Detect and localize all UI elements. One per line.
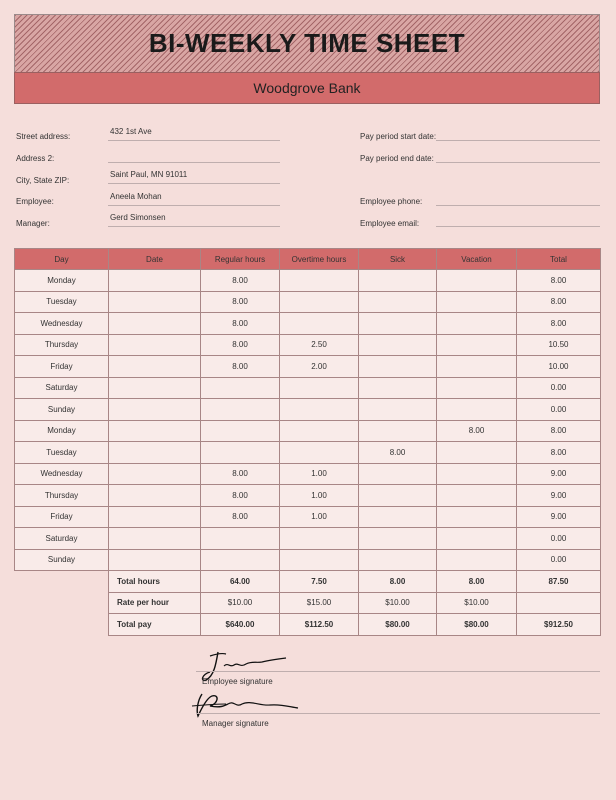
vacation-cell[interactable] [437,463,517,485]
table-row [15,442,601,464]
total-cell: 8.00 [517,313,601,335]
total-cell: 0.00 [517,549,601,571]
summary-vacation-cell: 8.00 [437,571,517,593]
summary-row [15,614,601,636]
manager-signature-image [190,690,306,720]
overtime-hours-cell[interactable] [280,270,359,292]
overtime-hours-cell[interactable] [280,528,359,550]
vacation-cell[interactable] [437,528,517,550]
page-title: BI-WEEKLY TIME SHEET [148,28,466,58]
total-cell: 9.00 [517,506,601,528]
pay-period-end-label: Pay period end date: [360,154,434,163]
date-cell[interactable] [109,356,201,378]
table-body [15,270,601,636]
sick-cell[interactable] [359,528,437,550]
vacation-cell[interactable] [437,377,517,399]
employee-label: Employee: [16,197,54,206]
summary-overtime-cell: $112.50 [280,614,359,636]
day-cell: Friday [15,506,109,528]
day-cell: Friday [15,356,109,378]
title-banner [14,14,600,72]
regular-hours-cell[interactable]: 8.00 [201,506,280,528]
table-row [15,313,601,335]
total-cell: 8.00 [517,420,601,442]
overtime-hours-cell[interactable] [280,420,359,442]
regular-hours-cell[interactable]: 8.00 [201,485,280,507]
summary-label: Rate per hour [109,592,201,614]
table-row [15,334,601,356]
regular-hours-cell[interactable]: 8.00 [201,334,280,356]
summary-regular-cell: $10.00 [201,592,280,614]
vacation-cell[interactable] [437,399,517,421]
total-cell: 9.00 [517,463,601,485]
date-cell[interactable] [109,463,201,485]
regular-hours-cell[interactable] [201,377,280,399]
sick-cell[interactable] [359,420,437,442]
summary-regular-cell: $640.00 [201,614,280,636]
overtime-hours-cell[interactable] [280,291,359,313]
pay-period-start-line [436,140,600,141]
street-address-label: Street address: [16,132,71,141]
total-cell: 8.00 [517,270,601,292]
address-2-label: Address 2: [16,154,55,163]
table-row [15,356,601,378]
sick-cell[interactable] [359,463,437,485]
summary-spacer [15,592,109,614]
pay-period-end-line [436,162,600,163]
sick-cell[interactable] [359,485,437,507]
summary-overtime-cell: 7.50 [280,571,359,593]
table-row [15,549,601,571]
summary-total-cell: 87.50 [517,571,601,593]
date-cell[interactable] [109,506,201,528]
address-2-line [108,162,280,163]
manager-line [108,226,280,227]
street-address-line [108,140,280,141]
table-row [15,399,601,421]
vacation-cell[interactable] [437,506,517,528]
date-cell[interactable] [109,399,201,421]
table-row [15,420,601,442]
summary-vacation-cell: $10.00 [437,592,517,614]
header-total: Total [517,249,601,270]
table-row [15,528,601,550]
day-cell: Saturday [15,377,109,399]
city-state-zip-line [108,183,280,184]
table-row [15,485,601,507]
employee-email-label: Employee email: [360,219,420,228]
summary-sick-cell: $80.00 [359,614,437,636]
summary-total-cell: $912.50 [517,614,601,636]
summary-regular-cell: 64.00 [201,571,280,593]
total-cell: 9.00 [517,485,601,507]
sick-cell[interactable] [359,334,437,356]
vacation-cell[interactable] [437,270,517,292]
summary-sick-cell: $10.00 [359,592,437,614]
company-name: Woodgrove Bank [253,80,361,96]
overtime-hours-cell[interactable]: 1.00 [280,506,359,528]
date-cell[interactable] [109,442,201,464]
vacation-cell[interactable] [437,356,517,378]
summary-sick-cell: 8.00 [359,571,437,593]
summary-vacation-cell: $80.00 [437,614,517,636]
day-cell: Wednesday [15,313,109,335]
day-cell: Sunday [15,549,109,571]
summary-spacer [15,571,109,593]
vacation-cell[interactable] [437,485,517,507]
date-cell[interactable] [109,334,201,356]
day-cell: Thursday [15,485,109,507]
sick-cell[interactable] [359,356,437,378]
employee-signature-label: Employee signature [202,677,273,686]
vacation-cell[interactable] [437,442,517,464]
day-cell: Thursday [15,334,109,356]
overtime-hours-cell[interactable]: 1.00 [280,485,359,507]
sick-cell[interactable] [359,313,437,335]
total-cell: 0.00 [517,377,601,399]
table-row [15,377,601,399]
employee-value[interactable]: Aneela Mohan [110,192,162,201]
date-cell[interactable] [109,377,201,399]
regular-hours-cell[interactable]: 8.00 [201,313,280,335]
overtime-hours-cell[interactable] [280,377,359,399]
day-cell: Monday [15,420,109,442]
regular-hours-cell[interactable]: 8.00 [201,463,280,485]
regular-hours-cell[interactable] [201,420,280,442]
company-banner [14,72,600,104]
regular-hours-cell[interactable]: 8.00 [201,270,280,292]
total-cell: 0.00 [517,399,601,421]
timesheet-table [14,248,601,636]
overtime-hours-cell[interactable]: 1.00 [280,463,359,485]
day-cell: Tuesday [15,442,109,464]
total-cell: 8.00 [517,442,601,464]
regular-hours-cell[interactable]: 8.00 [201,291,280,313]
regular-hours-cell[interactable]: 8.00 [201,356,280,378]
total-cell: 10.00 [517,356,601,378]
date-cell[interactable] [109,291,201,313]
sick-cell[interactable]: 8.00 [359,442,437,464]
manager-label: Manager: [16,219,50,228]
regular-hours-cell[interactable] [201,399,280,421]
date-cell[interactable] [109,313,201,335]
date-cell[interactable] [109,528,201,550]
manager-value[interactable]: Gerd Simonsen [110,213,166,222]
city-state-zip-value[interactable]: Saint Paul, MN 91011 [110,170,188,179]
header-regular-hours: Regular hours [201,249,280,270]
vacation-cell[interactable] [437,334,517,356]
day-cell: Monday [15,270,109,292]
header-sick: Sick [359,249,437,270]
sick-cell[interactable] [359,291,437,313]
overtime-hours-cell[interactable] [280,549,359,571]
day-cell: Saturday [15,528,109,550]
regular-hours-cell[interactable] [201,442,280,464]
table-row [15,506,601,528]
table-row [15,270,601,292]
summary-label: Total pay [109,614,201,636]
date-cell[interactable] [109,549,201,571]
vacation-cell[interactable] [437,313,517,335]
day-cell: Tuesday [15,291,109,313]
manager-signature-line[interactable] [196,713,600,714]
summary-row [15,592,601,614]
overtime-hours-cell[interactable] [280,399,359,421]
date-cell[interactable] [109,270,201,292]
vacation-cell[interactable] [437,291,517,313]
vacation-cell[interactable]: 8.00 [437,420,517,442]
street-address-value[interactable]: 432 1st Ave [110,127,152,136]
regular-hours-cell[interactable] [201,528,280,550]
date-cell[interactable] [109,485,201,507]
sick-cell[interactable] [359,377,437,399]
header-day: Day [15,249,109,270]
summary-row [15,571,601,593]
employee-signature-line[interactable] [196,671,600,672]
regular-hours-cell[interactable] [201,549,280,571]
total-cell: 8.00 [517,291,601,313]
header-date: Date [109,249,201,270]
day-cell: Sunday [15,399,109,421]
employee-phone-line [436,205,600,206]
manager-signature-label: Manager signature [202,719,269,728]
summary-total-cell [517,592,601,614]
overtime-hours-cell[interactable] [280,442,359,464]
overtime-hours-cell[interactable]: 2.00 [280,356,359,378]
date-cell[interactable] [109,420,201,442]
header-overtime-hours: Overtime hours [280,249,359,270]
total-cell: 0.00 [517,528,601,550]
employee-line [108,205,280,206]
table-row [15,291,601,313]
sick-cell[interactable] [359,270,437,292]
overtime-hours-cell[interactable]: 2.50 [280,334,359,356]
sick-cell[interactable] [359,399,437,421]
summary-label: Total hours [109,571,201,593]
table-row [15,463,601,485]
vacation-cell[interactable] [437,549,517,571]
summary-overtime-cell: $15.00 [280,592,359,614]
header-vacation: Vacation [437,249,517,270]
table-header-row [15,249,601,270]
employee-phone-label: Employee phone: [360,197,423,206]
total-cell: 10.50 [517,334,601,356]
employee-email-line [436,226,600,227]
summary-spacer [15,614,109,636]
city-state-zip-label: City, State ZIP: [16,176,70,185]
day-cell: Wednesday [15,463,109,485]
pay-period-start-label: Pay period start date: [360,132,437,141]
sick-cell[interactable] [359,549,437,571]
sick-cell[interactable] [359,506,437,528]
overtime-hours-cell[interactable] [280,313,359,335]
